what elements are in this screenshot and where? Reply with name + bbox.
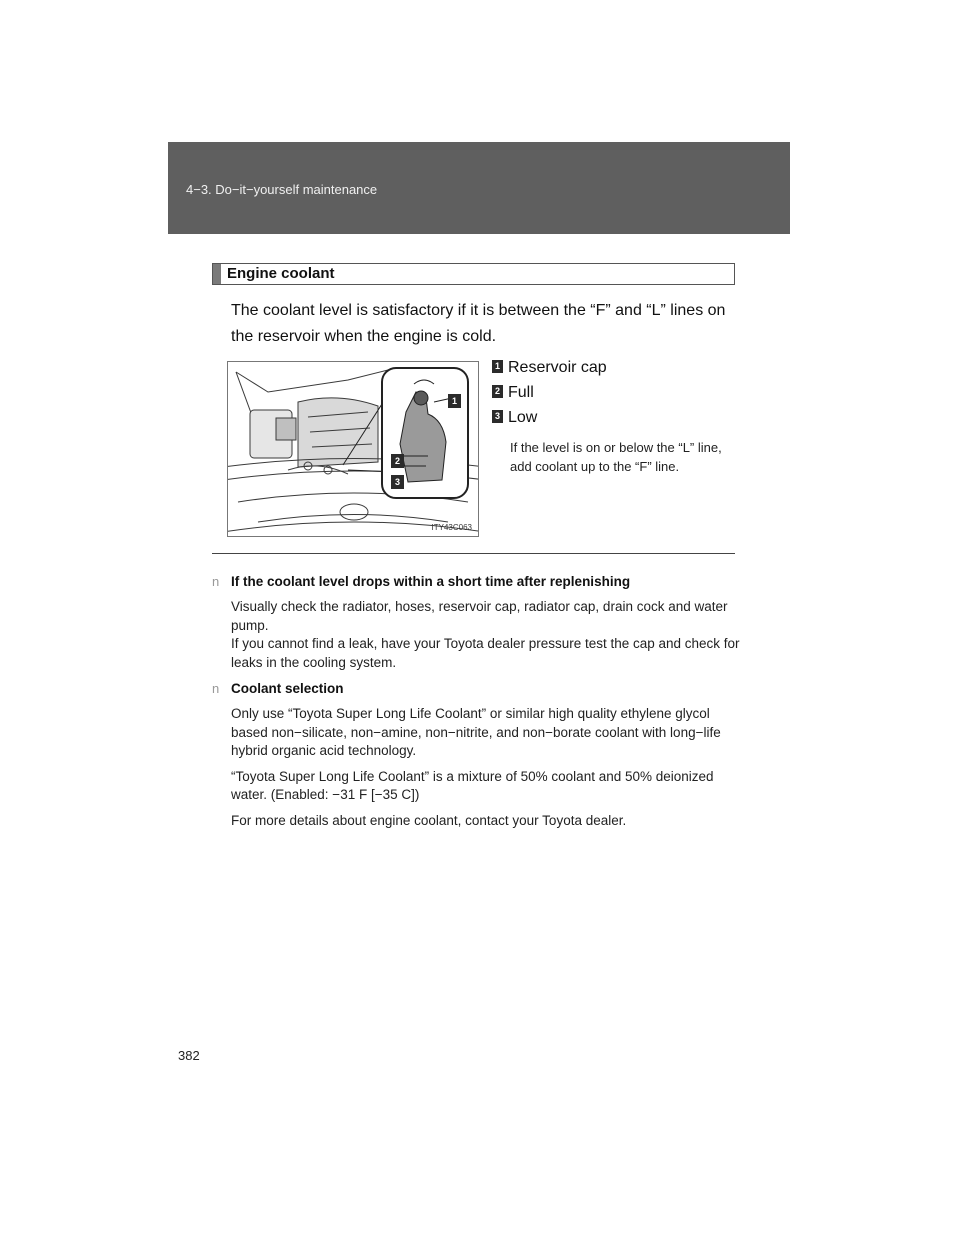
block-heading-text: If the coolant level drops within a short time after replenishing bbox=[231, 574, 631, 589]
page-header bbox=[168, 142, 790, 234]
coolant-selection-block bbox=[212, 680, 742, 830]
legend-item-full bbox=[492, 384, 607, 409]
callout-2: 2 bbox=[391, 454, 404, 468]
engine-bay-drawing bbox=[228, 362, 479, 537]
block-heading bbox=[212, 680, 742, 698]
engine-bay-illustration bbox=[227, 361, 479, 537]
legend-label: Low bbox=[508, 409, 538, 426]
section-title: Engine coolant bbox=[227, 265, 335, 282]
block-heading-text: Coolant selection bbox=[231, 681, 344, 696]
intro-paragraph: The coolant level is satisfactory if it is between the “F” and “L” lines on the reservoir when the engine is cold. bbox=[231, 302, 726, 345]
figure-code: ITY43C063 bbox=[431, 523, 472, 532]
leak-check-block bbox=[212, 573, 742, 672]
section-header-title: 4−3. Do−it−yourself maintenance bbox=[186, 182, 378, 197]
bullet-marker: n bbox=[212, 681, 220, 696]
callout-3: 3 bbox=[391, 475, 404, 489]
paragraph: If you cannot find a leak, have your Toyota dealer pressure test the cap and check for leaks in the cooling system. bbox=[231, 636, 740, 670]
legend-label: Full bbox=[508, 384, 534, 401]
legend-number-3: 3 bbox=[492, 410, 503, 423]
section-title-box bbox=[212, 263, 735, 285]
block-heading bbox=[212, 573, 742, 591]
legend-item-low bbox=[492, 409, 607, 434]
paragraph: For more details about engine coolant, contact your Toyota dealer. bbox=[231, 812, 627, 828]
callout-1: 1 bbox=[448, 394, 461, 408]
legend-label: Reservoir cap bbox=[508, 359, 607, 376]
figure-legend bbox=[492, 359, 607, 434]
paragraph: “Toyota Super Long Life Coolant” is a mixture of 50% coolant and 50% deionized water. (Enabled: −31 F [−35 C]) bbox=[231, 768, 714, 802]
bullet-marker: n bbox=[212, 574, 220, 589]
legend-number-2: 2 bbox=[492, 385, 503, 398]
legend-item-reservoir-cap bbox=[492, 359, 607, 384]
paragraph: Visually check the radiator, hoses, reservoir cap, radiator cap, drain cock and water pump. bbox=[231, 599, 728, 633]
legend-note: If the level is on or below the “L” line, add coolant up to the “F” line. bbox=[510, 440, 722, 474]
legend-number-1: 1 bbox=[492, 360, 503, 373]
section-divider bbox=[212, 553, 735, 554]
page-number: 382 bbox=[178, 1048, 200, 1063]
section-title-bar bbox=[213, 264, 221, 284]
paragraph: Only use “Toyota Super Long Life Coolant” or similar high quality ethylene glycol based non−silicate, non−amine, non−nitrite, and non−borate coolant with long−life hybrid organic acid technology. bbox=[231, 706, 721, 758]
